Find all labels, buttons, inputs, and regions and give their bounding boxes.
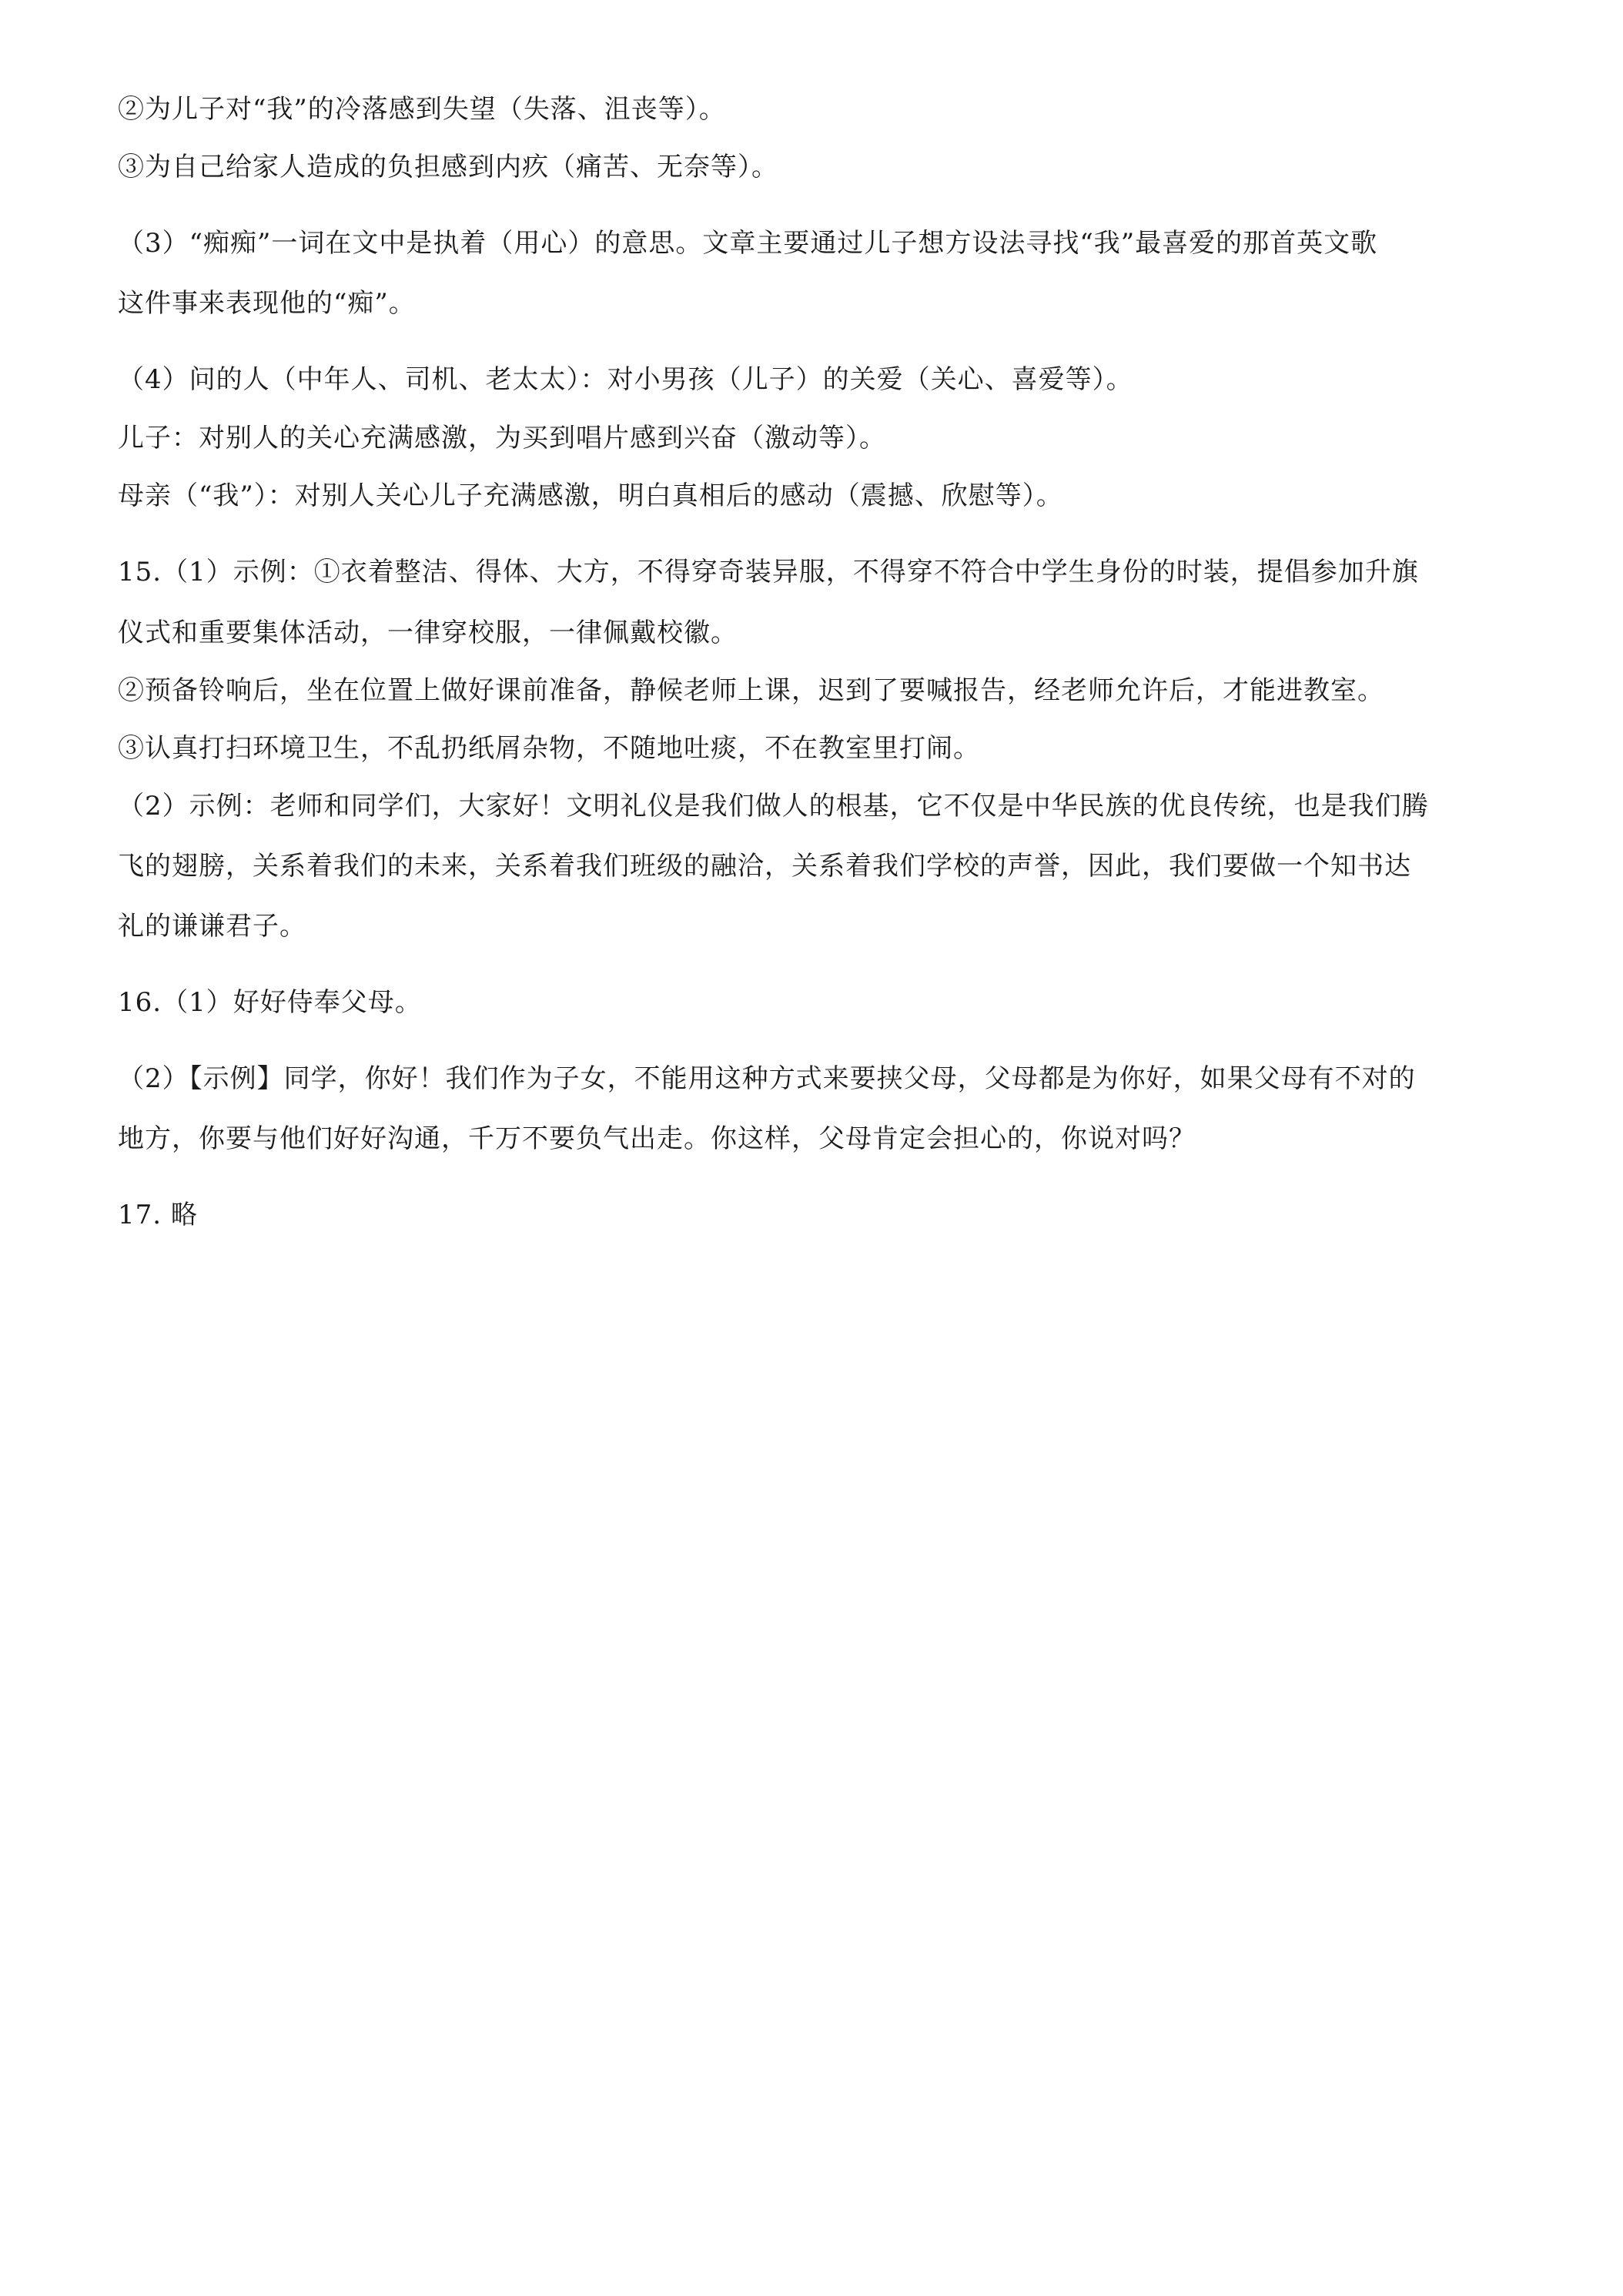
answer-line-17: 地方，你要与他们好好沟通，千万不要负气出走。你这样，父母肯定会担心的，你说对吗？ [118, 1123, 1196, 1154]
answer-line-4: 这件事来表现他的“痴”。 [118, 288, 416, 319]
answer-line-12: （2）示例：老师和同学们，大家好！文明礼仪是我们做人的根基，它不仅是中华民族的优良传统，也是我们腾 [118, 791, 1429, 822]
answer-line-11: ③认真打扫环境卫生，不乱扔纸屑杂物，不随地吐痰，不在教室里打闹。 [118, 733, 980, 764]
answer-line-9: 仪式和重要集体活动，一律穿校服，一律佩戴校徽。 [118, 618, 738, 648]
answer-line-5: （4）问的人（中年人、司机、老太太）：对小男孩（儿子）的关爱（关心、喜爱等）。 [118, 364, 1133, 395]
answer-line-13: 飞的翅膀，关系着我们的未来，关系着我们班级的融洽，关系着我们学校的声誉，因此，我们要做一个知书达 [118, 851, 1411, 882]
answer-line-8: 15.（1）示例：①衣着整洁、得体、大方，不得穿奇装异服，不得穿不符合中学生身份的时装，提倡参加升旗 [118, 557, 1419, 587]
answer-line-7: 母亲（“我”）：对别人关心儿子充满感激，明白真相后的感动（震撼、欣慰等）。 [118, 480, 1063, 511]
answer-line-10: ②预备铃响后，坐在位置上做好课前准备，静候老师上课，迟到了要喊报告，经老师允许后，才能进教室。 [118, 675, 1384, 706]
answer-line-1: ②为儿子对“我”的冷落感到失望（失落、沮丧等）。 [118, 94, 726, 125]
answer-line-3: （3）“痴痴”一词在文中是执着（用心）的意思。文章主要通过儿子想方设法寻找“我”最喜爱的那首英文歌 [118, 228, 1378, 259]
answer-line-14: 礼的谦谦君子。 [118, 911, 306, 942]
answer-line-2: ③为自己给家人造成的负担感到内疚（痛苦、无奈等）。 [118, 152, 778, 182]
answer-line-15: 16.（1）好好侍奉父母。 [118, 987, 422, 1018]
answer-line-18: 17. 略 [118, 1200, 198, 1230]
answer-line-6: 儿子：对别人的关心充满感激，为买到唱片感到兴奋（激动等）。 [118, 423, 886, 454]
answer-line-16: （2）【示例】同学，你好！我们作为子女，不能用这种方式来要挟父母，父母都是为你好，如果父母有不对的 [118, 1063, 1416, 1094]
